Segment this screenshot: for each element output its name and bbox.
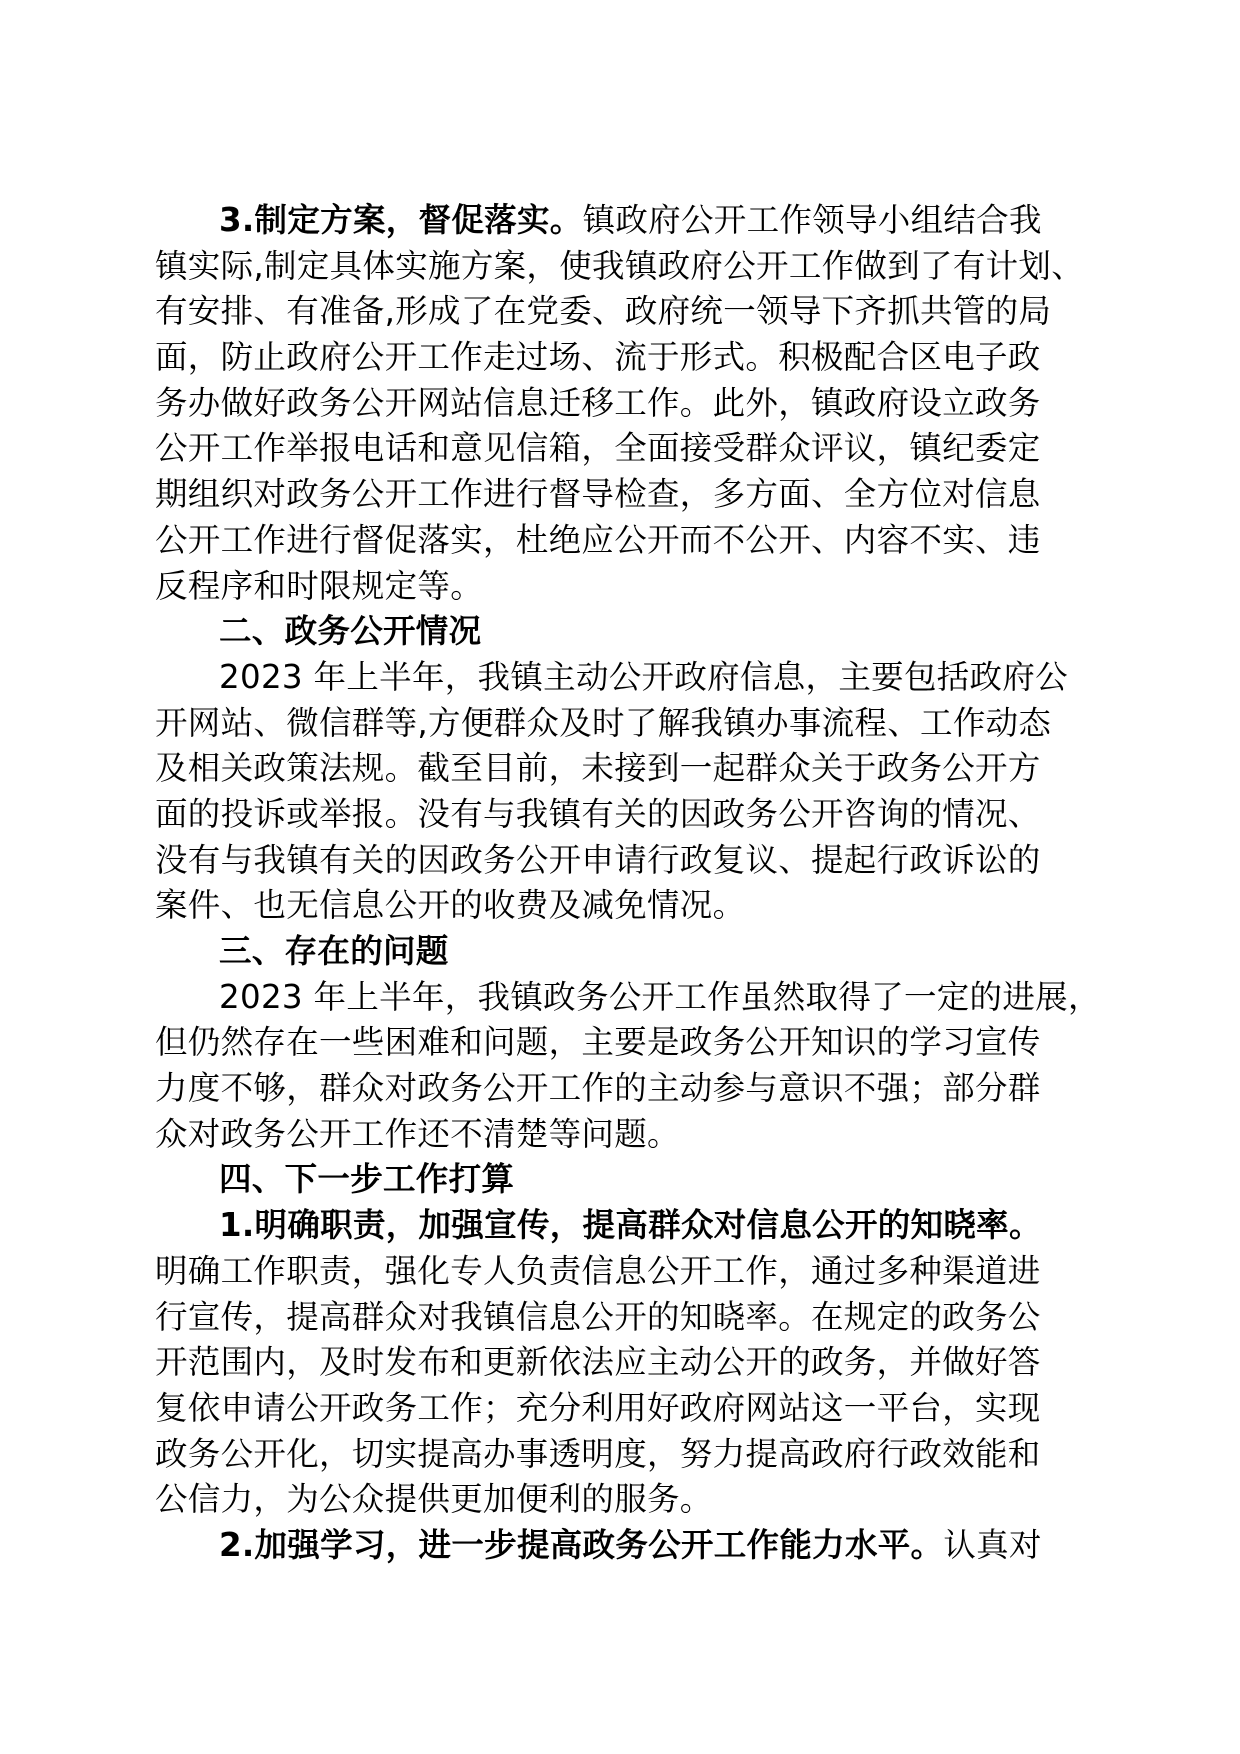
text-line: 有安排、有准备,形成了在党委、政府统一领导下齐抓共管的局 [155, 292, 1052, 331]
text-line: 及相关政策法规。截至目前，未接到一起群众关于政务公开方 [155, 749, 1041, 788]
text-span: 认真对 [943, 1525, 1042, 1564]
text-line: 公开工作举报电话和意见信箱，全面接受群众评议，镇纪委定 [155, 429, 1041, 468]
text-line: 政务公开化，切实提高办事透明度，努力提高政府行政效能和 [155, 1434, 1041, 1473]
text-line: 行宣传，提高群众对我镇信息公开的知晓率。在规定的政务公 [155, 1297, 1041, 1336]
text-line: 反程序和时限规定等。 [155, 566, 484, 605]
text-line: 公开工作进行督促落实，杜绝应公开而不公开、内容不实、违 [155, 520, 1041, 559]
text-line: 明确工作职责，强化专人负责信息公开工作，通过多种渠道进 [155, 1251, 1041, 1290]
item-lead: 1.明确职责，加强宣传，提高群众对信息公开的知晓率。 [219, 1206, 1042, 1245]
text-line: 案件、也无信息公开的收费及减免情况。 [155, 886, 746, 925]
item-lead: 2.加强学习，进一步提高政务公开工作能力水平。 [219, 1525, 944, 1564]
text-line: 开网站、微信群等,方便群众及时了解我镇办事流程、工作动态 [155, 703, 1052, 742]
text-line: 开范围内，及时发布和更新依法应主动公开的政务，并做好答 [155, 1343, 1041, 1382]
text-line: 复依申请公开政务工作；充分利用好政府网站这一平台，实现 [155, 1388, 1041, 1427]
section-heading: 三、存在的问题 [219, 932, 449, 970]
text-line: 面，防止政府公开工作走过场、流于形式。积极配合区电子政 [155, 338, 1041, 377]
paragraph-first-line: 2023 年上半年，我镇政务公开工作虽然取得了一定的进展， [219, 977, 1101, 1016]
text-line: 务办做好政务公开网站信息迁移工作。此外，镇政府设立政务 [155, 383, 1041, 422]
paragraph-first-line [155, 198, 1085, 244]
text-line: 面的投诉或举报。没有与我镇有关的因政务公开咨询的情况、 [155, 794, 1041, 833]
text-line: 但仍然存在一些困难和问题，主要是政务公开知识的学习宣传 [155, 1023, 1041, 1062]
text-line: 力度不够，群众对政务公开工作的主动参与意识不强；部分群 [155, 1069, 1041, 1108]
document-page [155, 198, 1101, 1569]
paragraph-first-line: 2023 年上半年，我镇主动公开政府信息，主要包括政府公 [219, 657, 1068, 696]
item-lead: 3.制定方案，督促落实。 [219, 201, 583, 239]
section-heading: 二、政务公开情况 [219, 612, 482, 651]
text-line: 期组织对政务公开工作进行督导检查，多方面、全方位对信息 [155, 475, 1041, 514]
text-span: 镇政府公开工作领导小组结合我 [582, 201, 1042, 239]
paragraph-first-line [155, 1523, 1085, 1569]
section-heading: 四、下一步工作打算 [219, 1160, 515, 1199]
text-line: 公信力，为公众提供更加便利的服务。 [155, 1480, 713, 1519]
text-line: 没有与我镇有关的因政务公开申请行政复议、提起行政诉讼的 [155, 840, 1041, 879]
text-line: 众对政务公开工作还不清楚等问题。 [155, 1114, 680, 1153]
text-line: 镇实际,制定具体实施方案，使我镇政府公开工作做到了有计划、 [155, 246, 1085, 285]
